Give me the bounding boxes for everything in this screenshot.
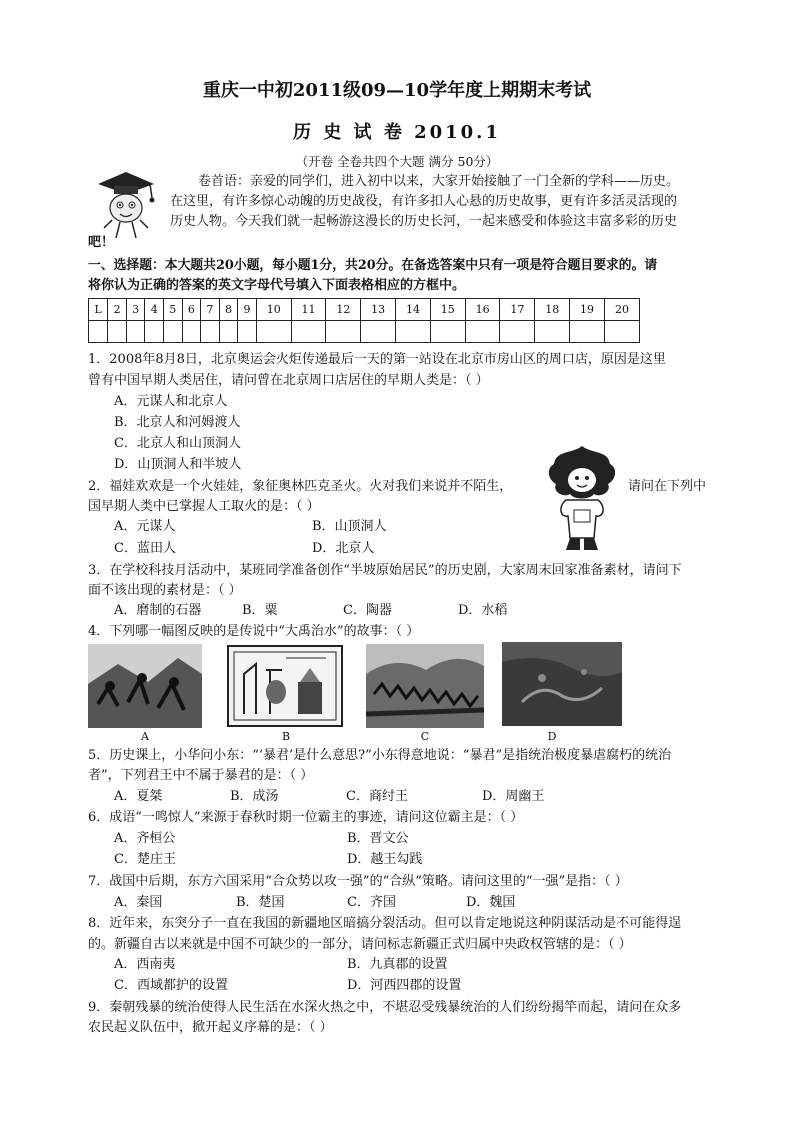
question-stem: 3．在学校科技月活动中，某班同学准备创作“半坡原始居民”的历史剧，大家周末回家准备素材，请问下: [88, 563, 682, 578]
answer-table-header-cell: 12: [326, 299, 361, 321]
question-stem: 5．历史课上，小华问小东：“‘暴君’是什么意思?”小东得意地说：“暴君”是指统治极度暴虐腐朽的统治: [88, 748, 672, 763]
answer-table-header-cell: 4: [145, 299, 164, 321]
answer-table-header-cell: 11: [291, 299, 326, 321]
section-heading: 将你认为正确的答案的英文字母代号填入下面表格相应的方框中。: [88, 278, 466, 293]
option: C．北京人和山顶洞人: [114, 436, 241, 451]
answer-table-header-cell: 14: [396, 299, 431, 321]
answer-box[interactable]: [500, 321, 535, 343]
answer-table-header-cell: 5: [163, 299, 182, 321]
option: A．秦国: [114, 895, 163, 910]
question-stem: 农民起义队伍中，掀开起义序幕的是：（ ）: [88, 1020, 333, 1035]
question-stem: 国早期人类中已掌握人工取火的是：（ ）: [88, 499, 320, 514]
preface-line: 卷首语：亲爱的同学们，进入初中以来，大家开始接触了一门全新的学科——历史。: [198, 174, 680, 189]
answer-box[interactable]: [361, 321, 396, 343]
option: D．河西四郡的设置: [347, 978, 462, 993]
question-stem: 4．下列哪一幅图反映的是传说中“大禹治水”的故事：（ ）: [88, 624, 420, 639]
answer-box[interactable]: [201, 321, 220, 343]
answer-table-header-cell: 10: [256, 299, 291, 321]
question-stem: 8．近年来，东突分子一直在我国的新疆地区暗搞分裂活动。但可以肯定地说这种阴谋活动是不可能得逞: [88, 916, 682, 931]
answer-table-header-cell: 2: [108, 299, 127, 321]
answer-box[interactable]: [326, 321, 361, 343]
answer-box[interactable]: [570, 321, 605, 343]
answer-table-header-cell: 13: [361, 299, 396, 321]
answer-box[interactable]: [465, 321, 500, 343]
option: D．越王勾践: [347, 852, 423, 867]
answer-table-header-cell: L: [89, 299, 108, 321]
question-stem: 9．秦朝残暴的统治使得人民生活在水深火热之中，不堪忍受残暴统治的人们纷纷揭竿而起，请问在众多: [88, 1000, 682, 1015]
option: D．水稻: [458, 603, 508, 618]
option: D．魏国: [466, 895, 516, 910]
answer-box[interactable]: [291, 321, 326, 343]
answer-table-header-cell: 19: [570, 299, 605, 321]
answer-box[interactable]: [89, 321, 108, 343]
scholar-mascot-image: [90, 168, 160, 240]
answer-box[interactable]: [163, 321, 182, 343]
option: A．磨制的石器: [114, 603, 202, 618]
picture-caption: A: [141, 730, 149, 743]
option: A．元谋人和北京人: [114, 394, 228, 409]
answer-table-header-cell: 8: [219, 299, 238, 321]
option: C．商纣王: [346, 789, 408, 804]
option: A．西南夷: [114, 957, 176, 972]
section-heading: 一、选择题：本大题共20小题，每小题1分，共20分。在备选答案中只有一项是符合题目要求的。请: [88, 258, 658, 273]
question-stem: 请问在下列中: [628, 479, 707, 494]
answer-table-header-cell: 3: [126, 299, 145, 321]
exam-note: （开卷 全卷共四个大题 满分 50分）: [295, 154, 499, 169]
answer-box[interactable]: [108, 321, 127, 343]
option: D．山顶洞人和半坡人: [114, 457, 242, 472]
question-stem: 曾有中国早期人类居住，请问曾在北京周口店居住的早期人类是：（ ）: [88, 373, 489, 388]
answer-table-header-cell: 9: [238, 299, 257, 321]
answer-table-header-cell: 16: [465, 299, 500, 321]
preface-line: 吧！: [88, 235, 115, 250]
option: C．楚庄王: [114, 852, 176, 867]
option: A．元谋人: [114, 519, 176, 534]
option: A．齐桓公: [114, 831, 176, 846]
picture-caption: D: [547, 730, 557, 743]
option: A．夏桀: [114, 789, 163, 804]
option: C．蓝田人: [114, 541, 176, 556]
answer-box[interactable]: [535, 321, 570, 343]
picture-a-battle: [88, 644, 202, 728]
answer-box[interactable]: [604, 321, 639, 343]
picture-caption: B: [281, 730, 291, 743]
question-stem: 的。新疆自古以来就是中国不可缺少的一部分，请问标志新疆正式归属中央政权管辖的是：（ ）: [88, 937, 632, 952]
answer-table-header-cell: 7: [201, 299, 220, 321]
question-stem: 6．成语“一鸣惊人”来源于春秋时期一位霸主的事迹，请问这位霸主是：（ ）: [88, 810, 524, 825]
answer-table-header-cell: 17: [500, 299, 535, 321]
question-stem: 7．战国中后期，东方六国采用“合众势以攻一强”的“合纵”策略。请问这里的“一强”是指：（ ）: [88, 874, 628, 889]
exam-title: 重庆一中初2011级09—10学年度上期期末考试: [202, 80, 592, 101]
option: C．陶器: [343, 603, 392, 618]
picture-caption: C: [420, 730, 430, 743]
answer-box[interactable]: [238, 321, 257, 343]
preface-line: 在这里，有许多惊心动魄的历史战役，有许多扣人心悬的历史故事，更有许多活灵活现的: [170, 194, 678, 209]
option: B．晋文公: [347, 831, 409, 846]
option: B．九真郡的设置: [347, 957, 448, 972]
answer-table-header-cell: 6: [182, 299, 201, 321]
picture-d-dark-painting: [502, 642, 622, 726]
answer-box[interactable]: [396, 321, 431, 343]
question-stem: 2．福娃欢欢是一个火娃娃，象征奥林匹克圣火。火对我们来说并不陌生，: [88, 479, 513, 494]
question-stem: 1．2008年8月8日，北京奥运会火炬传递最后一天的第一站设在北京市房山区的周口店，原因是这里: [88, 352, 666, 367]
option: C．西域都护的设置: [114, 978, 228, 993]
answer-box[interactable]: [430, 321, 465, 343]
answer-box[interactable]: [126, 321, 145, 343]
option: D．北京人: [312, 541, 375, 556]
answer-box[interactable]: [182, 321, 201, 343]
picture-c-crowd-scene: [366, 644, 484, 728]
option: B．北京人和河姆渡人: [114, 415, 241, 430]
preface-line: 历史人物。今天我们就一起畅游这漫长的历史长河，一起来感受和体验这丰富多彩的历史: [170, 214, 678, 229]
option: B．粟: [242, 603, 278, 618]
option: C．齐国: [347, 895, 396, 910]
answer-table: [88, 298, 640, 343]
question-stem: 者”，下列君王中不属于暴君的是：（ ）: [88, 768, 314, 783]
option: B．成汤: [230, 789, 279, 804]
picture-b-bronze-casting: [226, 644, 344, 728]
fuwa-huanhuan-image: [542, 442, 622, 554]
option: B．山顶洞人: [312, 519, 387, 534]
question-stem: 面不该出现的素材是：（ ）: [88, 583, 242, 598]
answer-box[interactable]: [219, 321, 238, 343]
answer-table-header-cell: 18: [535, 299, 570, 321]
exam-subtitle: 历 史 试 卷 2010.1: [293, 122, 501, 143]
answer-box[interactable]: [256, 321, 291, 343]
option: B．楚国: [236, 895, 285, 910]
answer-box[interactable]: [145, 321, 164, 343]
option: D．周幽王: [482, 789, 545, 804]
answer-table-header-cell: 20: [604, 299, 639, 321]
answer-table-header-cell: 15: [430, 299, 465, 321]
